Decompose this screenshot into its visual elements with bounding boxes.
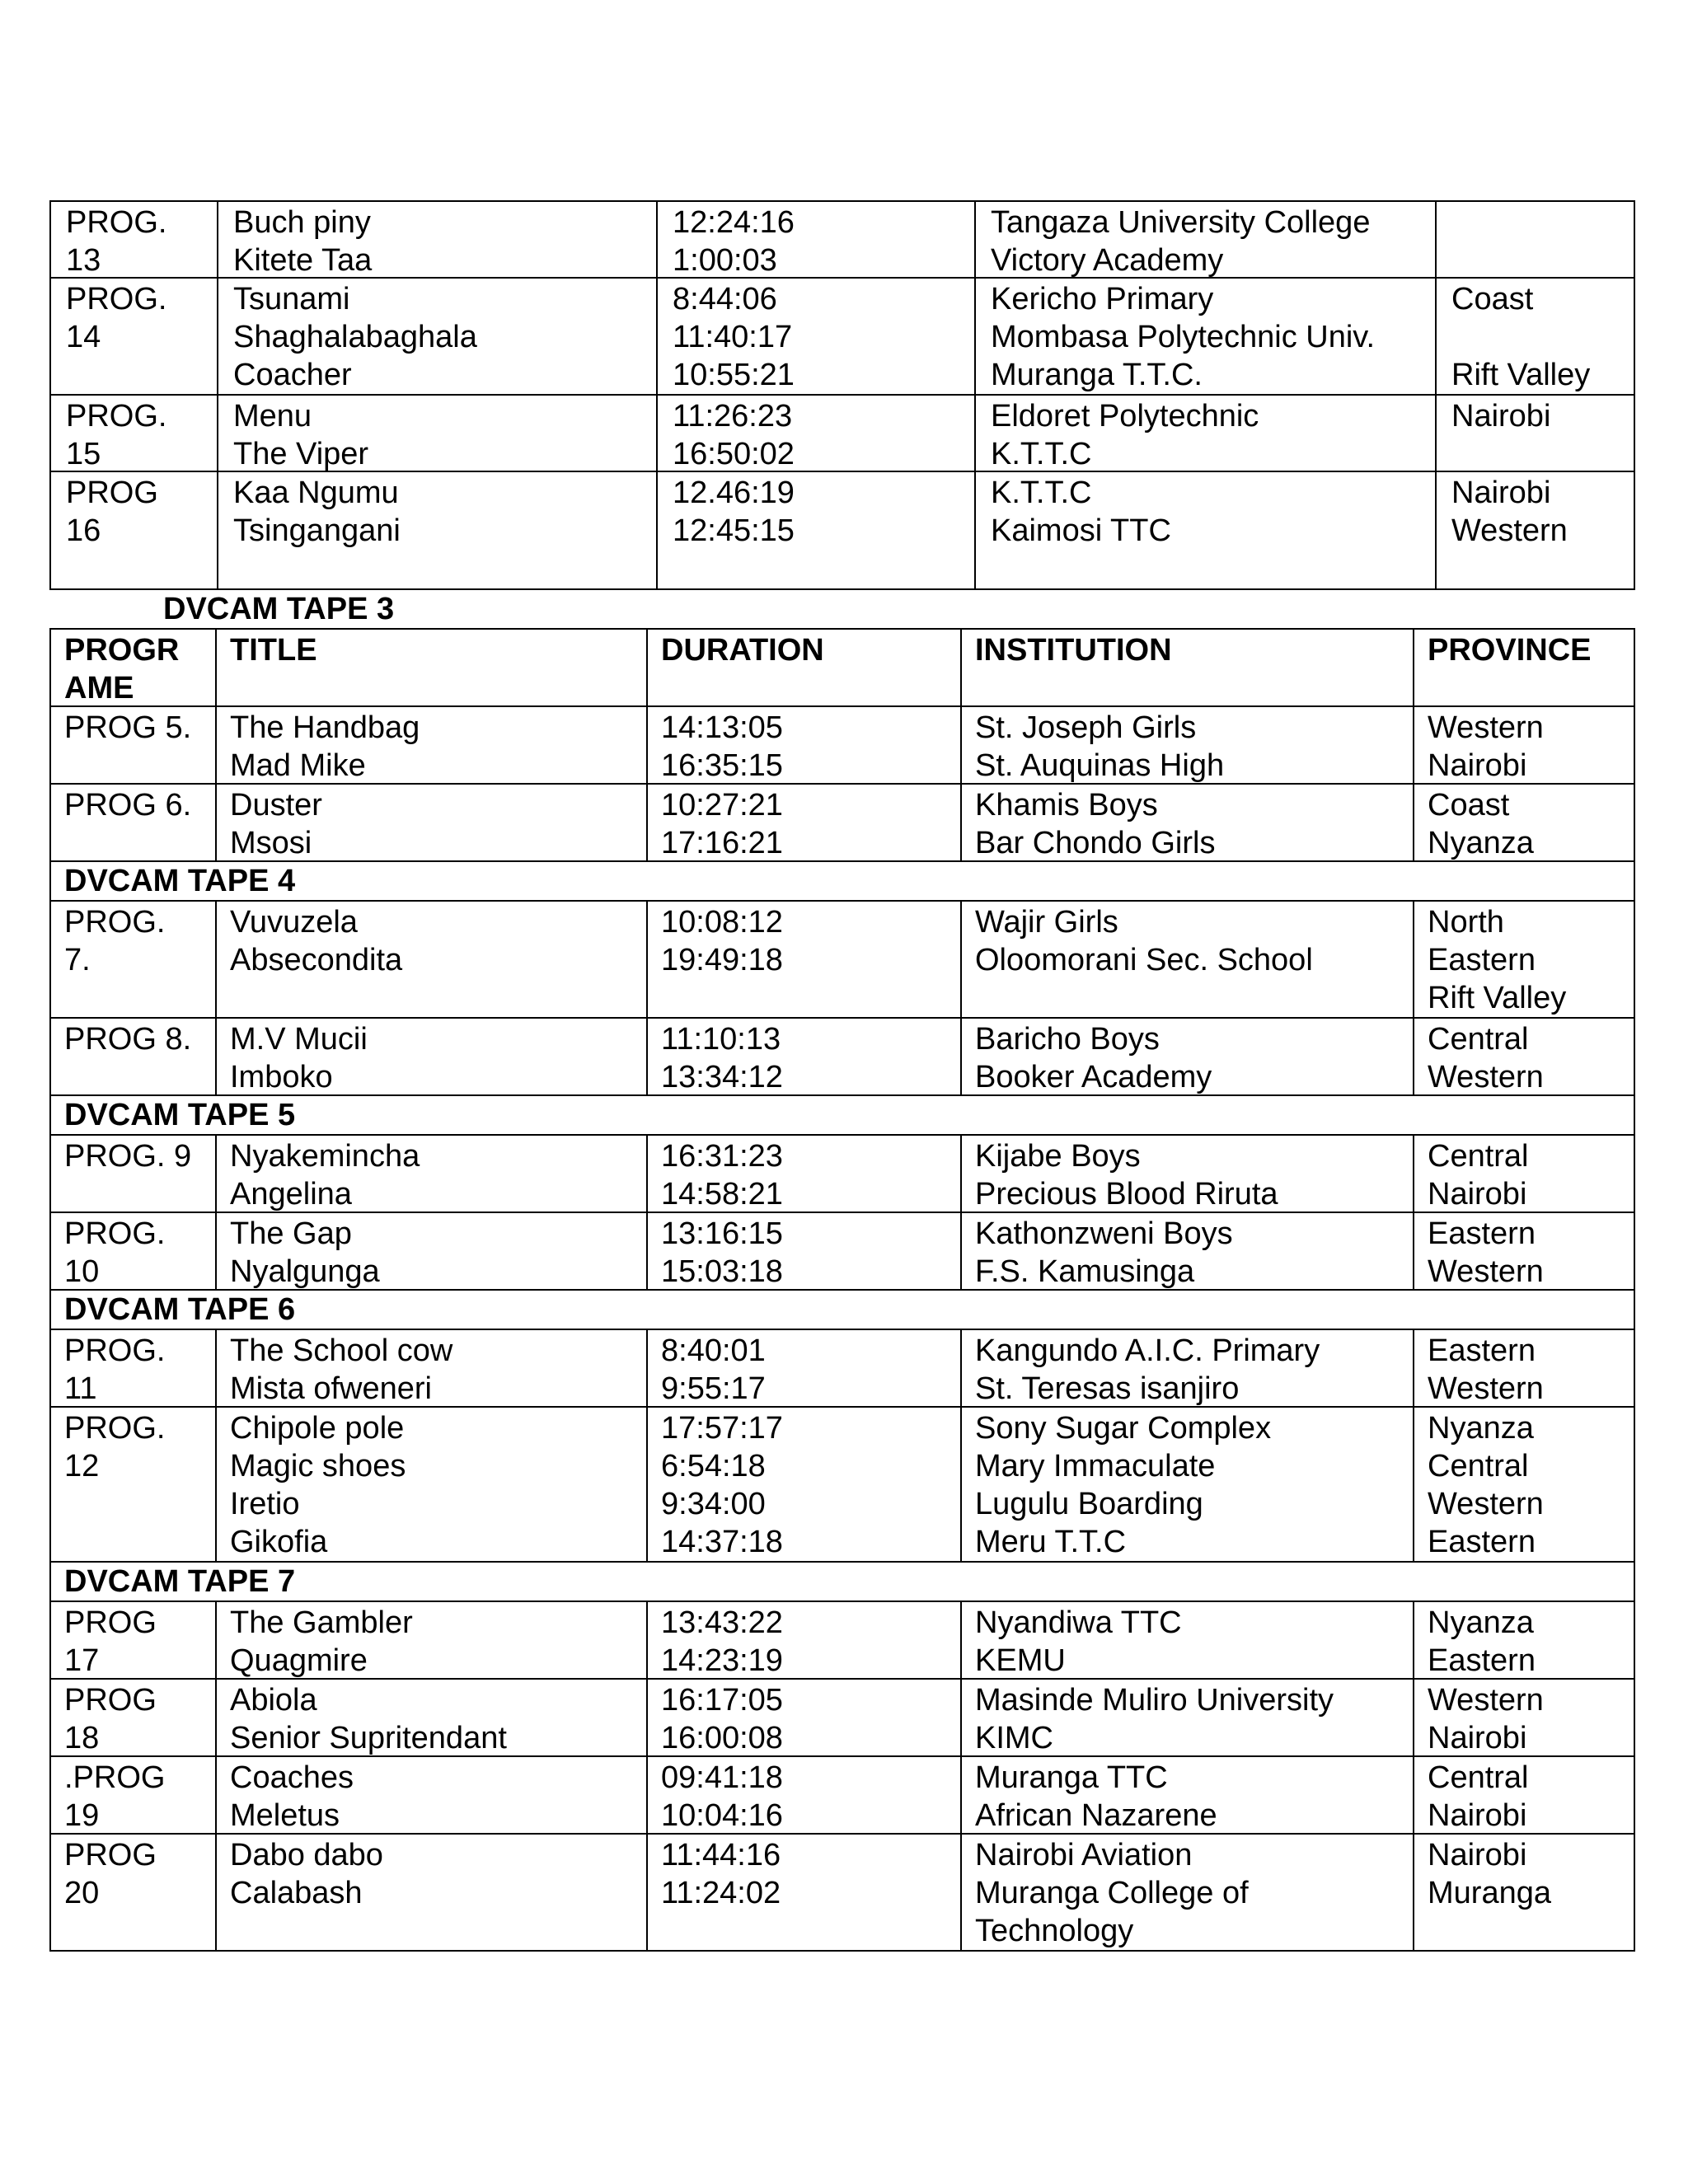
institution-cell: K.T.T.C (991, 476, 1092, 510)
table-row-divider (49, 1134, 1635, 1136)
province-cell: Nairobi (1451, 476, 1551, 510)
column-rule (1634, 1601, 1635, 1680)
programme-cell: PROG 6. (64, 788, 192, 823)
column-rule (1413, 1678, 1414, 1757)
province-cell: Eastern (1428, 1216, 1536, 1251)
institution-cell: St. Teresas isanjiro (975, 1371, 1240, 1406)
province-cell: Nairobi (1451, 399, 1551, 434)
duration-cell: 10:55:21 (673, 358, 795, 392)
duration-cell: 8:40:01 (661, 1333, 766, 1368)
institution-cell: Kijabe Boys (975, 1139, 1141, 1174)
province-cell: Eastern (1428, 1643, 1536, 1678)
province-cell: Central (1428, 1760, 1529, 1795)
title-cell: Calabash (230, 1876, 363, 1910)
column-rule (646, 628, 648, 707)
table-row-divider (49, 394, 1635, 396)
institution-cell: Booker Academy (975, 1060, 1212, 1094)
duration-cell: 14:58:21 (661, 1177, 783, 1212)
province-cell: Eastern (1428, 943, 1536, 977)
institution-cell: Kericho Primary (991, 282, 1214, 316)
column-rule (1634, 1329, 1635, 1408)
province-cell: Coast (1451, 282, 1534, 316)
column-rule (646, 1134, 648, 1213)
column-rule (960, 1833, 962, 1952)
tape-section-heading: DVCAM TAPE 4 (64, 864, 296, 898)
institution-cell: Lugulu Boarding (975, 1487, 1203, 1521)
institution-cell: Eldoret Polytechnic (991, 399, 1259, 434)
duration-cell: 13:16:15 (661, 1216, 783, 1251)
programme-cell: 11 (64, 1371, 97, 1406)
column-rule (215, 1833, 217, 1952)
province-cell: Western (1428, 1060, 1544, 1094)
column-rule (960, 783, 962, 862)
table-row-divider (49, 900, 1635, 902)
column-rule (215, 1134, 217, 1213)
institution-cell: Masinde Muliro University (975, 1683, 1334, 1718)
title-cell: Tsingangani (233, 513, 401, 548)
duration-cell: 9:34:00 (661, 1487, 766, 1521)
column-rule (49, 1212, 51, 1291)
institution-cell: Kangundo A.I.C. Primary (975, 1333, 1320, 1368)
duration-cell: 11:10:13 (661, 1022, 781, 1057)
title-cell: Gikofia (230, 1525, 328, 1559)
programme-cell: 17 (64, 1643, 100, 1678)
duration-cell: 16:31:23 (661, 1139, 783, 1174)
column-rule (49, 1561, 51, 1602)
title-cell: Mad Mike (230, 748, 366, 783)
institution-cell: Mary Immaculate (975, 1449, 1216, 1483)
programme-cell: PROG (64, 1838, 157, 1872)
institution-cell: Muranga TTC (975, 1760, 1168, 1795)
column-rule (215, 1755, 217, 1835)
table-row-divider (49, 1406, 1635, 1408)
column-rule (215, 1406, 217, 1563)
duration-cell: 19:49:18 (661, 943, 783, 977)
programme-cell: PROG. 9 (64, 1139, 192, 1174)
column-rule (215, 628, 217, 707)
institution-cell: K.T.T.C (991, 437, 1092, 471)
column-rule (1634, 1212, 1635, 1291)
title-cell: Coacher (233, 358, 352, 392)
institution-cell: Victory Academy (991, 243, 1224, 278)
duration-cell: 17:16:21 (661, 826, 783, 860)
province-cell: Central (1428, 1139, 1529, 1174)
programme-cell: 16 (66, 513, 101, 548)
programme-cell: PROG. (66, 282, 167, 316)
province-cell: North (1428, 905, 1504, 940)
column-rule (646, 1833, 648, 1952)
programme-cell: PROG (66, 476, 158, 510)
tape-section-heading: DVCAM TAPE 7 (64, 1564, 296, 1599)
programme-cell: PROG 5. (64, 710, 192, 745)
column-rule (646, 1678, 648, 1757)
programme-cell: PROG. (66, 399, 167, 434)
column-rule (646, 1017, 648, 1096)
column-rule (215, 1017, 217, 1096)
institution-cell: Muranga T.T.C. (991, 358, 1203, 392)
institution-cell: KEMU (975, 1643, 1066, 1678)
column-rule (1413, 1329, 1414, 1408)
programme-cell: PROG. (64, 1333, 166, 1368)
duration-cell: 14:13:05 (661, 710, 783, 745)
province-cell: Nairobi (1428, 1798, 1527, 1833)
duration-cell: 1:00:03 (673, 243, 777, 278)
duration-cell: 11:24:02 (661, 1876, 781, 1910)
column-rule (1634, 1561, 1635, 1602)
title-cell: Imboko (230, 1060, 333, 1094)
province-cell: Western (1428, 710, 1544, 745)
title-cell: Nyakemincha (230, 1139, 420, 1174)
province-cell: Nairobi (1428, 1721, 1527, 1755)
duration-cell: 11:40:17 (673, 320, 793, 354)
duration-cell: 13:34:12 (661, 1060, 783, 1094)
column-rule (215, 1212, 217, 1291)
programme-cell: 10 (64, 1254, 100, 1289)
institution-cell: Meru T.T.C (975, 1525, 1127, 1559)
institution-cell: African Nazarene (975, 1798, 1217, 1833)
table-row-divider (49, 705, 1635, 707)
programme-cell: PROG. (64, 905, 166, 940)
column-rule (1634, 200, 1635, 590)
title-cell: The Gambler (230, 1605, 413, 1640)
duration-cell: 10:04:16 (661, 1798, 783, 1833)
column-rule (1634, 628, 1635, 707)
title-cell: Absecondita (230, 943, 403, 977)
column-rule (49, 1601, 51, 1680)
column-rule (215, 783, 217, 862)
province-cell: Nairobi (1428, 748, 1527, 783)
table-row-divider (49, 1678, 1635, 1680)
title-cell: Duster (230, 788, 322, 823)
column-rule (1634, 1833, 1635, 1952)
column-rule (646, 1406, 648, 1563)
title-cell: Mista ofweneri (230, 1371, 432, 1406)
title-cell: The Handbag (230, 710, 420, 745)
column-header-title: TITLE (230, 633, 317, 668)
column-rule (646, 900, 648, 1019)
column-rule (215, 1678, 217, 1757)
province-cell: Eastern (1428, 1333, 1536, 1368)
province-cell: Nairobi (1428, 1177, 1527, 1212)
column-rule (1413, 628, 1414, 707)
title-cell: Quagmire (230, 1643, 368, 1678)
programme-cell: 14 (66, 320, 101, 354)
province-cell: Rift Valley (1428, 981, 1567, 1015)
column-rule (49, 1094, 51, 1136)
column-rule (1413, 900, 1414, 1019)
title-cell: The Gap (230, 1216, 352, 1251)
column-rule (1413, 1017, 1414, 1096)
column-rule (215, 900, 217, 1019)
column-rule (1634, 1406, 1635, 1563)
column-rule (49, 1406, 51, 1563)
column-rule (49, 1134, 51, 1213)
province-cell: Western (1428, 1371, 1544, 1406)
institution-cell: St. Auquinas High (975, 748, 1225, 783)
institution-cell: Oloomorani Sec. School (975, 943, 1313, 977)
title-cell: Senior Supritendant (230, 1721, 507, 1755)
column-rule (215, 705, 217, 785)
institution-cell: Tangaza University College (991, 205, 1371, 240)
title-cell: Chipole pole (230, 1411, 405, 1446)
duration-cell: 9:55:17 (661, 1371, 766, 1406)
table-row-divider (49, 1755, 1635, 1757)
column-rule (215, 1601, 217, 1680)
institution-cell: Mombasa Polytechnic Univ. (991, 320, 1376, 354)
column-rule (1413, 1212, 1414, 1291)
column-rule (1634, 1134, 1635, 1213)
column-rule (1634, 1755, 1635, 1835)
column-rule (960, 1134, 962, 1213)
column-rule (974, 200, 976, 590)
column-rule (1634, 900, 1635, 1019)
table-row-divider (49, 1601, 1635, 1602)
column-rule (49, 1329, 51, 1408)
duration-cell: 10:08:12 (661, 905, 783, 940)
column-rule (646, 1755, 648, 1835)
column-rule (49, 1833, 51, 1952)
programme-cell: PROG. (64, 1216, 166, 1251)
column-rule (646, 1329, 648, 1408)
institution-cell: Technology (975, 1914, 1134, 1948)
duration-cell: 16:00:08 (661, 1721, 783, 1755)
province-cell: Western (1451, 513, 1568, 548)
column-rule (1634, 1678, 1635, 1757)
column-rule (1634, 783, 1635, 862)
title-cell: Coaches (230, 1760, 354, 1795)
title-cell: Magic shoes (230, 1449, 406, 1483)
institution-cell: Precious Blood Riruta (975, 1177, 1278, 1212)
programme-cell: 13 (66, 243, 101, 278)
institution-cell: Baricho Boys (975, 1022, 1160, 1057)
column-rule (960, 1329, 962, 1408)
programme-cell: 18 (64, 1721, 100, 1755)
column-rule (49, 860, 51, 902)
province-cell: Nairobi (1428, 1838, 1527, 1872)
column-rule (960, 628, 962, 707)
institution-cell: Muranga College of (975, 1876, 1249, 1910)
table-row-divider (49, 1833, 1635, 1835)
column-rule (215, 1329, 217, 1408)
column-rule (960, 1212, 962, 1291)
column-header-province: PROVINCE (1428, 633, 1592, 668)
column-rule (960, 900, 962, 1019)
table-row-divider (49, 783, 1635, 785)
column-rule (960, 1406, 962, 1563)
duration-cell: 14:23:19 (661, 1643, 783, 1678)
province-cell: Rift Valley (1451, 358, 1591, 392)
column-rule (646, 783, 648, 862)
column-rule (960, 1678, 962, 1757)
column-header-institution: INSTITUTION (975, 633, 1172, 668)
duration-cell: 16:50:02 (673, 437, 795, 471)
institution-cell: KIMC (975, 1721, 1053, 1755)
column-header-programme: PROGR (64, 633, 180, 668)
column-rule (1413, 1755, 1414, 1835)
province-cell: Western (1428, 1487, 1544, 1521)
table-row-divider (49, 628, 1635, 630)
duration-cell: 09:41:18 (661, 1760, 783, 1795)
column-header-programme: AME (64, 671, 134, 705)
programme-cell: PROG (64, 1683, 157, 1718)
column-rule (960, 705, 962, 785)
duration-cell: 6:54:18 (661, 1449, 766, 1483)
column-rule (960, 1755, 962, 1835)
programme-cell: PROG. (66, 205, 167, 240)
title-cell: Angelina (230, 1177, 352, 1212)
province-cell: Coast (1428, 788, 1510, 823)
institution-cell: Kathonzweni Boys (975, 1216, 1233, 1251)
institution-cell: Nairobi Aviation (975, 1838, 1193, 1872)
institution-cell: Khamis Boys (975, 788, 1158, 823)
title-cell: Shaghalabaghala (233, 320, 477, 354)
programme-cell: 7. (64, 943, 91, 977)
province-cell: Eastern (1428, 1525, 1536, 1559)
programme-cell: PROG. (64, 1411, 166, 1446)
title-cell: Kaa Ngumu (233, 476, 399, 510)
duration-cell: 12:45:15 (673, 513, 795, 548)
province-cell: Nyanza (1428, 1605, 1534, 1640)
column-rule (1634, 705, 1635, 785)
title-cell: Kitete Taa (233, 243, 373, 278)
column-rule (49, 900, 51, 1019)
programme-cell: PROG (64, 1605, 157, 1640)
top-table-border (49, 200, 1635, 202)
programme-cell: PROG 8. (64, 1022, 192, 1057)
column-rule (1413, 783, 1414, 862)
duration-cell: 16:35:15 (661, 748, 783, 783)
column-rule (1634, 860, 1635, 902)
duration-cell: 8:44:06 (673, 282, 777, 316)
tape-section-heading: DVCAM TAPE 6 (64, 1292, 296, 1327)
duration-cell: 16:17:05 (661, 1683, 783, 1718)
column-rule (1634, 1289, 1635, 1330)
institution-cell: Kaimosi TTC (991, 513, 1171, 548)
province-cell: Central (1428, 1022, 1529, 1057)
column-rule (656, 200, 658, 590)
column-rule (1413, 1406, 1414, 1563)
column-rule (1413, 1833, 1414, 1952)
column-rule (49, 783, 51, 862)
institution-cell: St. Joseph Girls (975, 710, 1197, 745)
province-cell: Western (1428, 1683, 1544, 1718)
column-rule (1413, 1134, 1414, 1213)
title-cell: Meletus (230, 1798, 340, 1833)
province-cell: Nyanza (1428, 826, 1534, 860)
duration-cell: 15:03:18 (661, 1254, 783, 1289)
province-cell: Western (1428, 1254, 1544, 1289)
column-header-duration: DURATION (661, 633, 824, 668)
title-cell: Buch piny (233, 205, 371, 240)
column-rule (646, 705, 648, 785)
institution-cell: Nyandiwa TTC (975, 1605, 1182, 1640)
institution-cell: Sony Sugar Complex (975, 1411, 1272, 1446)
title-cell: Tsunami (233, 282, 350, 316)
duration-cell: 11:44:16 (661, 1838, 781, 1872)
column-rule (49, 1017, 51, 1096)
column-rule (49, 628, 51, 707)
province-cell: Central (1428, 1449, 1529, 1483)
institution-cell: Wajir Girls (975, 905, 1118, 940)
column-rule (49, 1289, 51, 1330)
institution-cell: Bar Chondo Girls (975, 826, 1216, 860)
tape-section-heading: DVCAM TAPE 5 (64, 1098, 296, 1132)
title-cell: Menu (233, 399, 312, 434)
column-rule (1634, 1017, 1635, 1096)
title-cell: Iretio (230, 1487, 300, 1521)
programme-cell: 12 (64, 1449, 100, 1483)
column-rule (49, 1755, 51, 1835)
title-cell: Dabo dabo (230, 1838, 383, 1872)
duration-cell: 14:37:18 (661, 1525, 783, 1559)
table-row-divider (49, 1950, 1635, 1952)
table-row-divider (49, 1017, 1635, 1019)
column-rule (49, 1678, 51, 1757)
table-row-divider (49, 1212, 1635, 1213)
title-cell: The Viper (233, 437, 369, 471)
duration-cell: 11:26:23 (673, 399, 793, 434)
title-cell: Msosi (230, 826, 312, 860)
programme-cell: 15 (66, 437, 101, 471)
column-rule (1413, 1601, 1414, 1680)
title-cell: Nyalgunga (230, 1254, 380, 1289)
column-rule (1413, 705, 1414, 785)
title-cell: M.V Mucii (230, 1022, 368, 1057)
programme-cell: 20 (64, 1876, 100, 1910)
column-rule (217, 200, 218, 590)
table-row-divider (49, 1329, 1635, 1330)
duration-cell: 13:43:22 (661, 1605, 783, 1640)
programme-cell: 19 (64, 1798, 100, 1833)
duration-cell: 17:57:17 (661, 1411, 783, 1446)
institution-cell: F.S. Kamusinga (975, 1254, 1195, 1289)
column-rule (646, 1212, 648, 1291)
title-cell: Abiola (230, 1683, 317, 1718)
title-cell: Vuvuzela (230, 905, 358, 940)
column-rule (960, 1601, 962, 1680)
duration-cell: 10:27:21 (661, 788, 783, 823)
column-rule (1435, 200, 1437, 590)
column-rule (646, 1601, 648, 1680)
province-cell: Muranga (1428, 1876, 1551, 1910)
province-cell: Nyanza (1428, 1411, 1534, 1446)
column-rule (960, 1017, 962, 1096)
tape-section-heading: DVCAM TAPE 3 (163, 592, 395, 626)
column-rule (49, 200, 51, 590)
duration-cell: 12:24:16 (673, 205, 795, 240)
column-rule (1634, 1094, 1635, 1136)
title-cell: The School cow (230, 1333, 453, 1368)
column-rule (49, 705, 51, 785)
programme-cell: .PROG (64, 1760, 166, 1795)
duration-cell: 12.46:19 (673, 476, 795, 510)
